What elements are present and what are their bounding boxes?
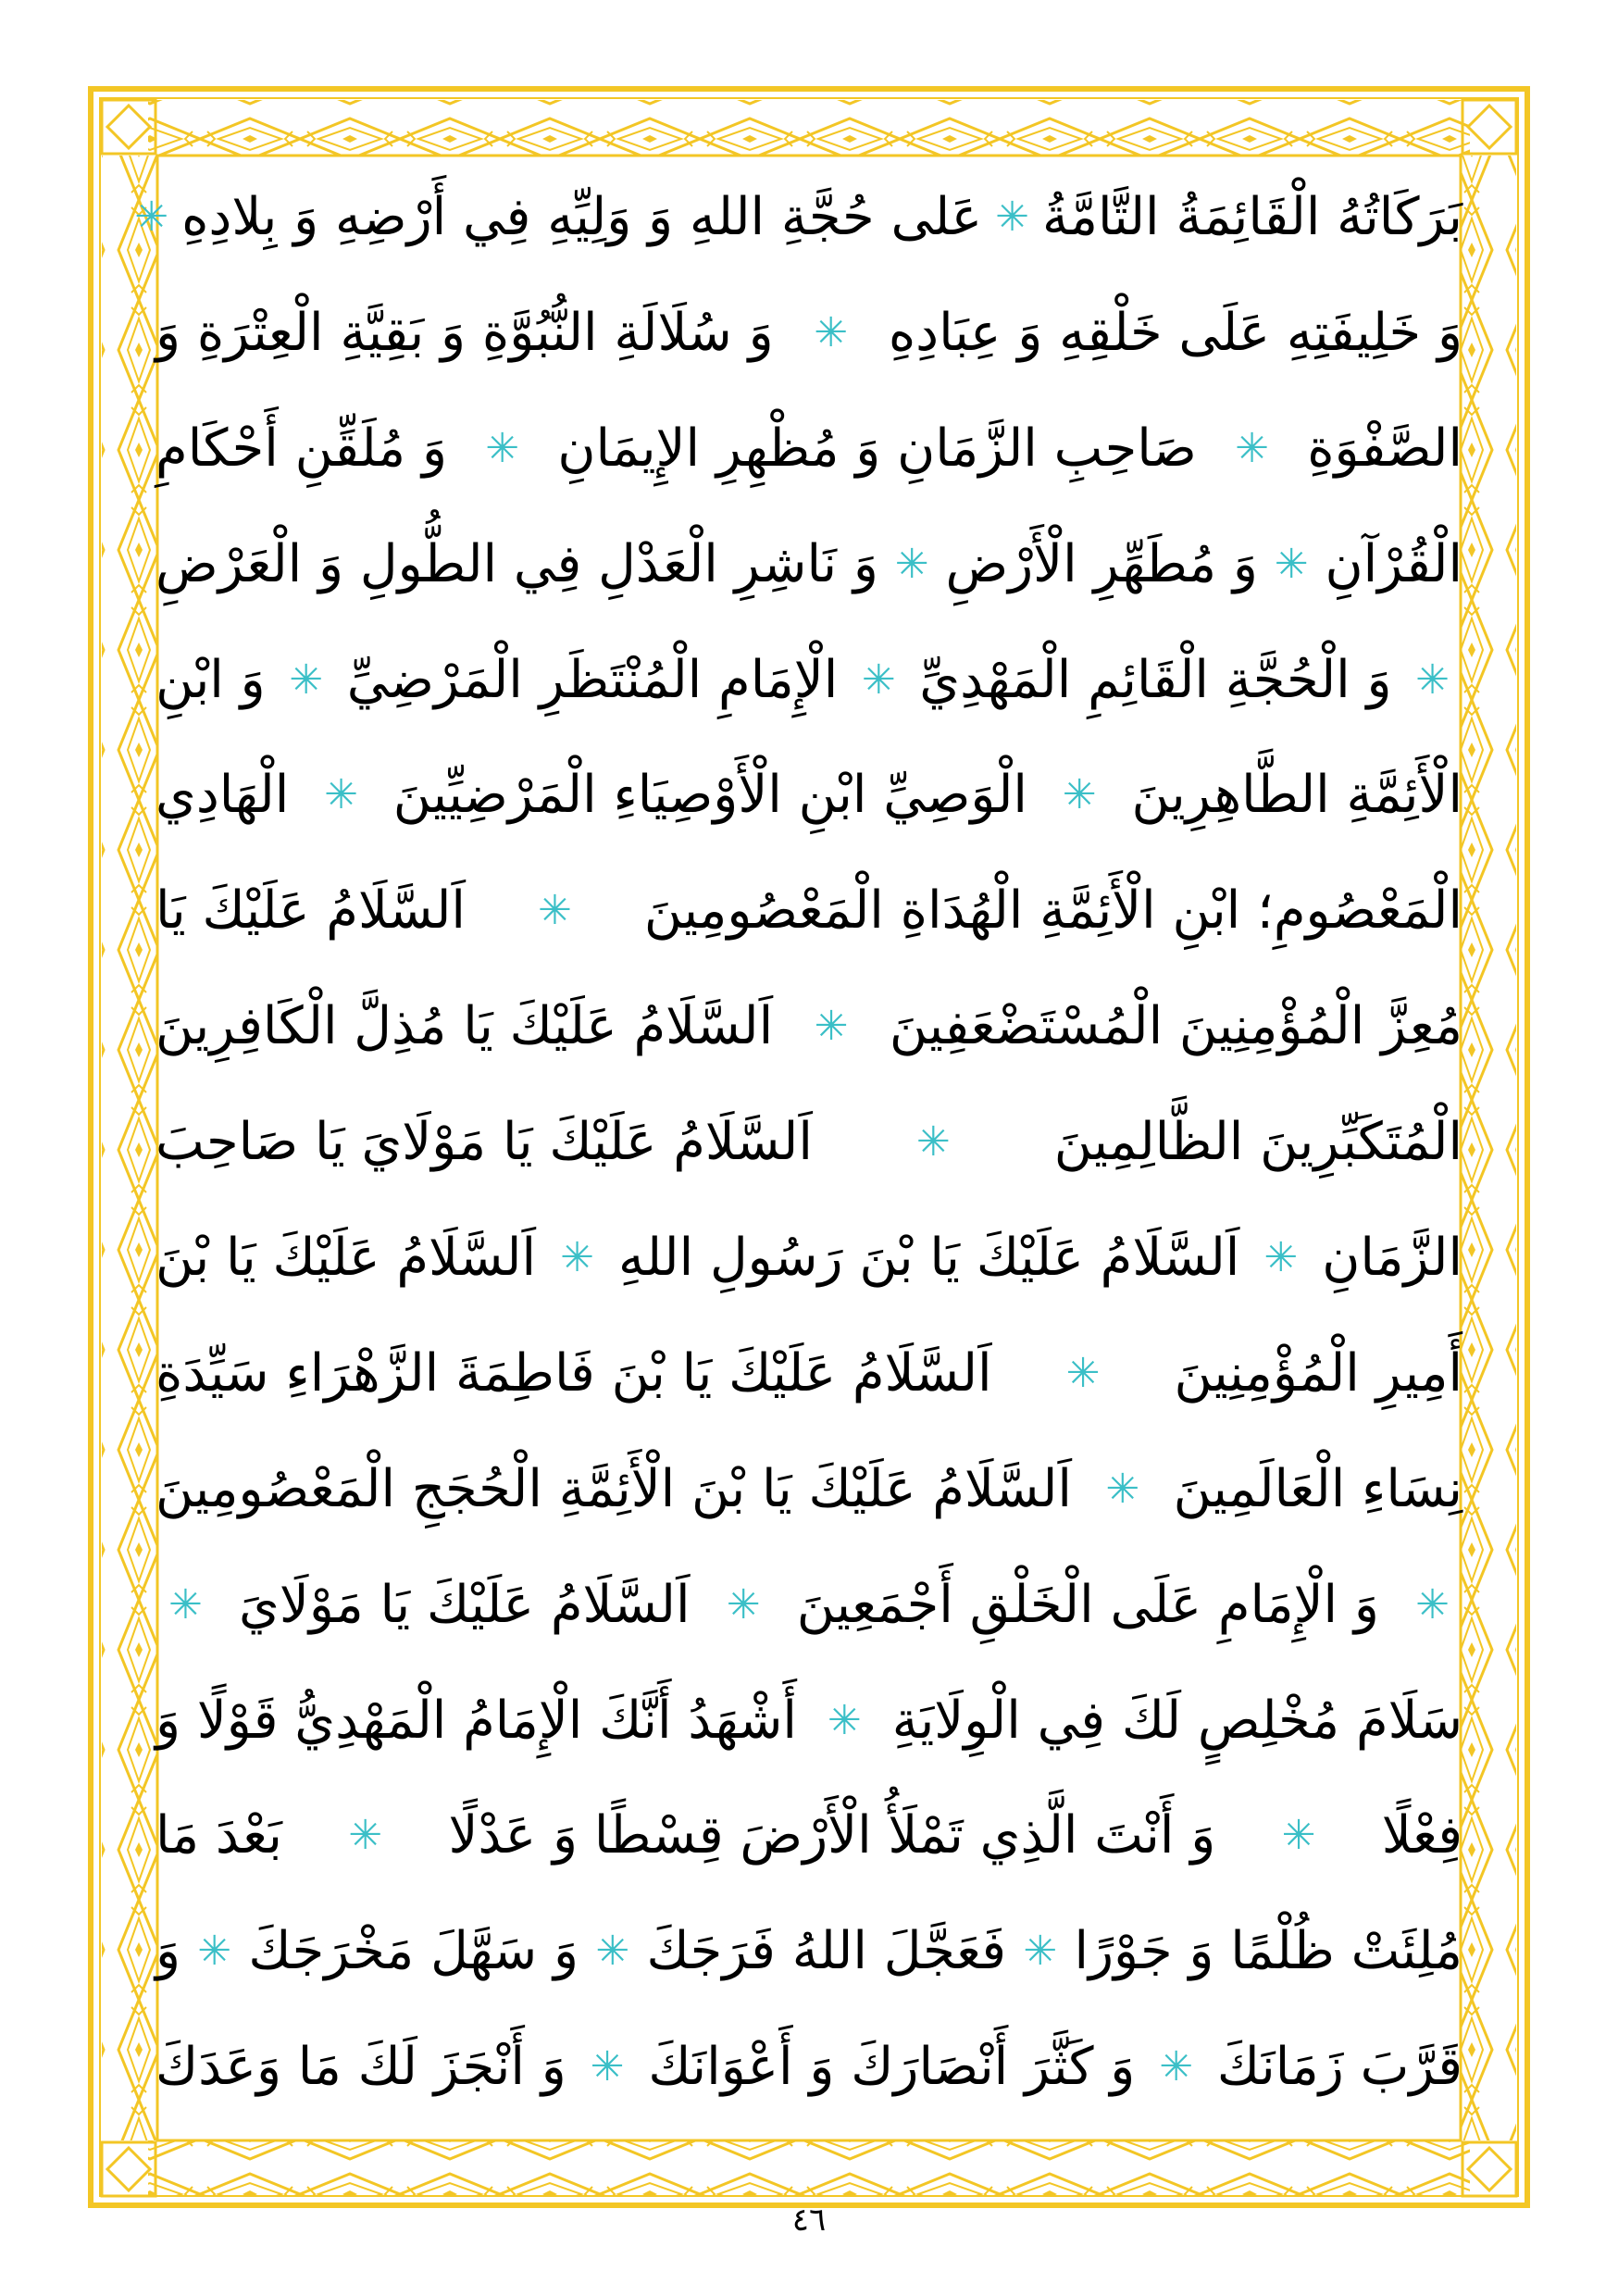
text-line [156,1084,1462,1200]
text-line [156,968,1462,1084]
text-line [156,506,1462,622]
text-segment: مُلِئَتْ ظُلْمًا وَ جَوْرًا [1074,1921,1462,1982]
separator-star-icon: ✳ [590,2043,625,2091]
page-number: ٤٦ [791,2202,827,2239]
text-segment: وَ [156,1921,181,1982]
text-line [156,1316,1462,1431]
text-segment: عَلى حُجَّةِ اللهِ وَ وَلِيِّهِ فِي أَرْضِهِ وَ بِلادِهِ [181,186,983,247]
text-segment: أَمِيرِ الْمُؤْمِنِينَ [1174,1342,1462,1404]
separator-star-icon: ✳ [1274,540,1309,588]
text-segment: الْمُتَكَبِّرِينَ الظَّالِمِينَ [1053,1112,1462,1173]
text-segment: اَلسَّلَامُ عَلَيْكَ يَا بْنَ [156,1227,537,1288]
text-segment: اَلسَّلَامُ عَلَيْكَ يَا بْنَ رَسُولِ اللهِ [617,1227,1240,1288]
text-segment: وَ نَاشِرِ الْعَدْلِ فِي الطُّولِ وَ الْعَرْضِ [156,533,878,594]
text-segment: وَ أَنْتَ الَّذِي تَمْلَأُ الْأَرْضَ قِسْطًا وَ عَدْلًا [448,1805,1216,1866]
text-segment: وَ مُطَهِّرِ الْأَرْضِ [945,533,1258,594]
separator-star-icon: ✳ [861,655,896,704]
separator-star-icon: ✳ [1235,424,1269,472]
separator-star-icon: ✳ [324,771,358,819]
text-segment: نِسَاءِ الْعَالَمِينَ [1173,1458,1462,1519]
text-segment: وَ الْحُجَّةِ الْقَائِمِ الْمَهْدِيِّ [919,649,1392,710]
text-segment: الْوَصِيِّ ابْنِ الْأَوْصِيَاءِ الْمَرْضِيِّينَ [392,765,1027,826]
text-segment: الصَّفْوَةِ [1307,418,1462,479]
text-segment: اَلسَّلَامُ عَلَيْكَ يَا مَوْلَايَ يَا صَاحِبَ [156,1112,813,1173]
text-segment: اَلسَّلَامُ عَلَيْكَ يَا [156,880,466,942]
text-line [156,1431,1462,1547]
text-segment: بَرَكَاتُهُ الْقَائِمَةُ التَّامَّةُ [1041,186,1462,247]
separator-star-icon: ✳ [560,1233,594,1281]
separator-star-icon: ✳ [1065,1349,1101,1397]
text-segment: وَ كَثَّرَ أَنْصَارَكَ وَ أَعْوَانَكَ [648,2037,1136,2098]
text-segment: الْمَعْصُومِ؛ ابْنِ الْأَئِمَّةِ الْهُدَاةِ الْمَعْصُومِينَ [643,880,1462,942]
text-segment: وَ خَلِيفَتِهِ عَلَى خَلْقِهِ وَ عِبَادِهِ [888,302,1462,363]
separator-star-icon: ✳ [1415,1580,1450,1628]
separator-star-icon: ✳ [814,1003,849,1051]
separator-star-icon: ✳ [289,655,324,704]
separator-star-icon: ✳ [1281,1812,1316,1860]
separator-star-icon: ✳ [1105,1465,1140,1513]
text-segment: فَعَجَّلَ اللهُ فَرَجَكَ [646,1921,1007,1982]
separator-star-icon: ✳ [1415,655,1450,704]
text-line [156,1200,1462,1316]
text-segment: وَ الْإِمَامِ عَلَى الْخَلْقِ أَجْمَعِينَ [796,1574,1379,1635]
text-segment: الزَّمَانِ [1322,1227,1462,1288]
separator-star-icon: ✳ [348,1812,383,1860]
text-line [134,159,1462,275]
text-segment: اَلسَّلَامُ عَلَيْكَ يَا بْنَ فَاطِمَةَ الزَّهْرَاءِ سَيِّدَةِ [156,1342,992,1404]
text-segment: مُعِزَّ الْمُؤْمِنِينَ الْمُسْتَضْعَفِينَ [889,996,1462,1057]
text-segment: الْأَئِمَّةِ الطَّاهِرِينَ [1131,765,1462,826]
supplication-text [134,159,1462,2126]
text-line [156,1547,1462,1663]
text-segment: وَ سَهَّلَ مَخْرَجَكَ [248,1921,579,1982]
text-segment: فِعْلًا [1381,1805,1462,1866]
text-line [156,737,1462,853]
text-segment: وَ مُلَقِّنِ أَحْكَامِ [156,418,447,479]
separator-star-icon: ✳ [726,1580,761,1628]
separator-star-icon: ✳ [134,193,169,241]
separator-star-icon: ✳ [168,1580,203,1628]
text-segment: بَعْدَ مَا [156,1805,282,1866]
text-segment: اَلسَّلَامُ عَلَيْكَ يَا مُذِلَّ الْكَافِرِينَ [156,996,774,1057]
separator-star-icon: ✳ [894,540,929,588]
text-segment: أَشْهَدُ أَنَّكَ الْإِمَامُ الْمَهْدِيُّ قَوْلًا وَ [156,1690,797,1751]
separator-star-icon: ✳ [485,424,520,472]
text-line [156,622,1462,738]
separator-star-icon: ✳ [537,887,572,935]
text-line [156,1893,1462,2009]
separator-star-icon: ✳ [595,1928,630,1976]
separator-star-icon: ✳ [1062,771,1097,819]
text-segment: قَرَّبَ زَمَانَكَ [1216,2037,1462,2098]
text-segment: الْإِمَامِ الْمُنْتَظَرِ الْمَرْضِيِّ [346,649,839,710]
separator-star-icon: ✳ [197,1928,232,1976]
text-segment: الْقُرْآنِ [1325,533,1462,594]
text-segment: الْهَادِي [156,765,290,826]
text-line [156,1663,1462,1778]
separator-star-icon: ✳ [827,1696,862,1744]
separator-star-icon: ✳ [995,193,1029,241]
text-segment: اَلسَّلَامُ عَلَيْكَ يَا بْنَ الْأَئِمَّةِ الْحُجَجِ الْمَعْصُومِينَ [156,1458,1072,1519]
text-segment: صَاحِبِ الزَّمَانِ وَ مُظْهِرِ الإِيمَانِ [557,418,1197,479]
separator-star-icon: ✳ [1159,2043,1194,2091]
text-segment: سَلَامَ مُخْلِصٍ لَكَ فِي الْوِلَايَةِ [891,1690,1462,1751]
separator-star-icon: ✳ [915,1118,951,1167]
separator-star-icon: ✳ [1263,1233,1299,1281]
text-segment: وَ ابْنِ [156,649,266,710]
text-segment: وَ أَنْجَزَ لَكَ مَا وَعَدَكَ [156,2037,566,2098]
text-line [156,1778,1462,1893]
text-line [156,2009,1462,2125]
text-segment: اَلسَّلَامُ عَلَيْكَ يَا مَوْلَايَ [239,1574,691,1635]
separator-star-icon: ✳ [814,308,849,356]
separator-star-icon: ✳ [1023,1928,1058,1976]
text-segment: وَ سُلَالَةِ النُّبُوَّةِ وَ بَقِيَّةِ الْعِتْرَةِ وَ [156,302,774,363]
text-line [156,853,1462,968]
text-line [156,275,1462,391]
text-line [156,391,1462,506]
